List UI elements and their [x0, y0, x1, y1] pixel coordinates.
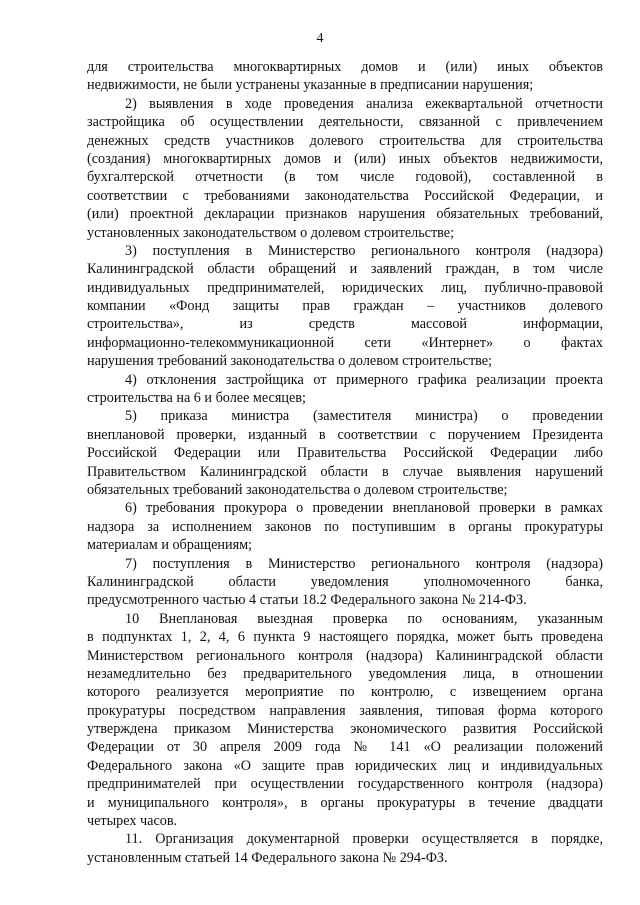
- text-line: 6) требования прокурора о проведении внеплановой проверки в рамках: [125, 500, 603, 517]
- text-line: внеплановой проверки, изданный в соответствии с поручением Президента: [87, 426, 603, 443]
- text-line: установленным статьей 14 Федерального закона № 294-ФЗ.: [87, 849, 448, 866]
- text-line: соответствии с требованиями законодательства Российской Федерации, и: [87, 187, 603, 204]
- page-number: 4: [316, 31, 324, 46]
- text-line: в подпунктах 1, 2, 4, 6 пункта 9 настоящего порядка, может быть проведена: [87, 629, 603, 646]
- text-line: надзора за исполнением законов по поступившим в органы прокуратуры: [87, 518, 603, 535]
- text-line: 7) поступления в Министерство регионального контроля (надзора): [125, 555, 603, 572]
- text-line: информационно-телекоммуникационной сети «Интернет» о фактах: [87, 334, 603, 351]
- text-line: Федерального закона «О защите прав юридических лиц и индивидуальных: [87, 757, 603, 774]
- text-line: четырех часов.: [87, 813, 178, 830]
- text-line: индивидуальных предпринимателей, юридических лиц, публично-правовой: [87, 279, 603, 296]
- text-line: 5) приказа министра (заместителя министра) о проведении: [125, 408, 603, 425]
- text-line: Калининградской области обращений и заявлений граждан, в том числе: [87, 261, 603, 278]
- document-body: [87, 58, 603, 867]
- text-line: недвижимости, не были устранены указанные в предписании нарушения;: [87, 77, 534, 94]
- text-line: 2) выявления в ходе проведения анализа ежеквартальной отчетности: [125, 95, 603, 112]
- text-line: бухгалтерской отчетности (в том числе годовой), составленной в: [87, 169, 603, 186]
- text-line: (или) проектной декларации признаков нарушения обязательных требований,: [87, 206, 603, 223]
- text-line: которого реализуется мероприятие по контролю, с извещением органа: [87, 684, 603, 701]
- text-line: прокуратуры посредством направления заявления, типовая форма которого: [87, 702, 603, 719]
- text-line: утверждена приказом Министерства экономического развития Российской: [87, 721, 603, 738]
- text-line: (создания) многоквартирных домов и (или) иных объектов недвижимости,: [87, 150, 603, 167]
- text-line: Федерации от 30 апреля 2009 года № 141 «О реализации положений: [87, 739, 603, 756]
- text-line: установленных законодательством о долевом строительстве;: [87, 224, 455, 241]
- text-line: 4) отклонения застройщика от примерного графика реализации проекта: [125, 371, 603, 388]
- text-line: для строительства многоквартирных домов и (или) иных объектов: [87, 59, 603, 75]
- text-line: строительства», из средств массовой информации,: [87, 316, 603, 333]
- text-line: 10 Внеплановая выездная проверка по основаниям, указанным: [125, 610, 603, 627]
- text-line: Калининградской области уведомления уполномоченного банка,: [87, 573, 603, 590]
- text-line: Правительством Калининградской области в случае выявления нарушений: [87, 463, 603, 480]
- text-line: материалам и обращениям;: [87, 537, 253, 554]
- text-line: и муниципального контроля», в органы прокуратуры в течение двадцати: [87, 794, 603, 811]
- text-line: Министерством регионального контроля (надзора) Калининградской области: [87, 647, 603, 664]
- text-line: обязательных требований законодательства о долевом строительстве;: [87, 481, 508, 498]
- text-line: Российской Федерации или Правительства Российской Федерации либо: [87, 445, 603, 462]
- text-line: 11. Организация документарной проверки осуществляется в порядке,: [125, 831, 603, 848]
- text-line: денежных средств участников долевого строительства для строительства: [87, 132, 603, 149]
- text-line: предусмотренного частью 4 статьи 18.2 Федерального закона № 214-ФЗ.: [87, 592, 527, 609]
- text-line: строительства на 6 и более месяцев;: [87, 390, 306, 407]
- text-line: компании «Фонд защиты прав граждан – участников долевого: [87, 298, 603, 315]
- text-line: нарушения требований законодательства о долевом строительстве;: [87, 353, 493, 370]
- text-line: незамедлительно без предварительного уведомления лица, в отношении: [87, 665, 603, 682]
- text-line: 3) поступления в Министерство регионального контроля (надзора): [125, 242, 603, 259]
- text-line: предпринимателей при осуществлении государственного контроля (надзора): [87, 776, 603, 793]
- text-line: застройщика об осуществлении деятельности, связанной с привлечением: [87, 114, 603, 131]
